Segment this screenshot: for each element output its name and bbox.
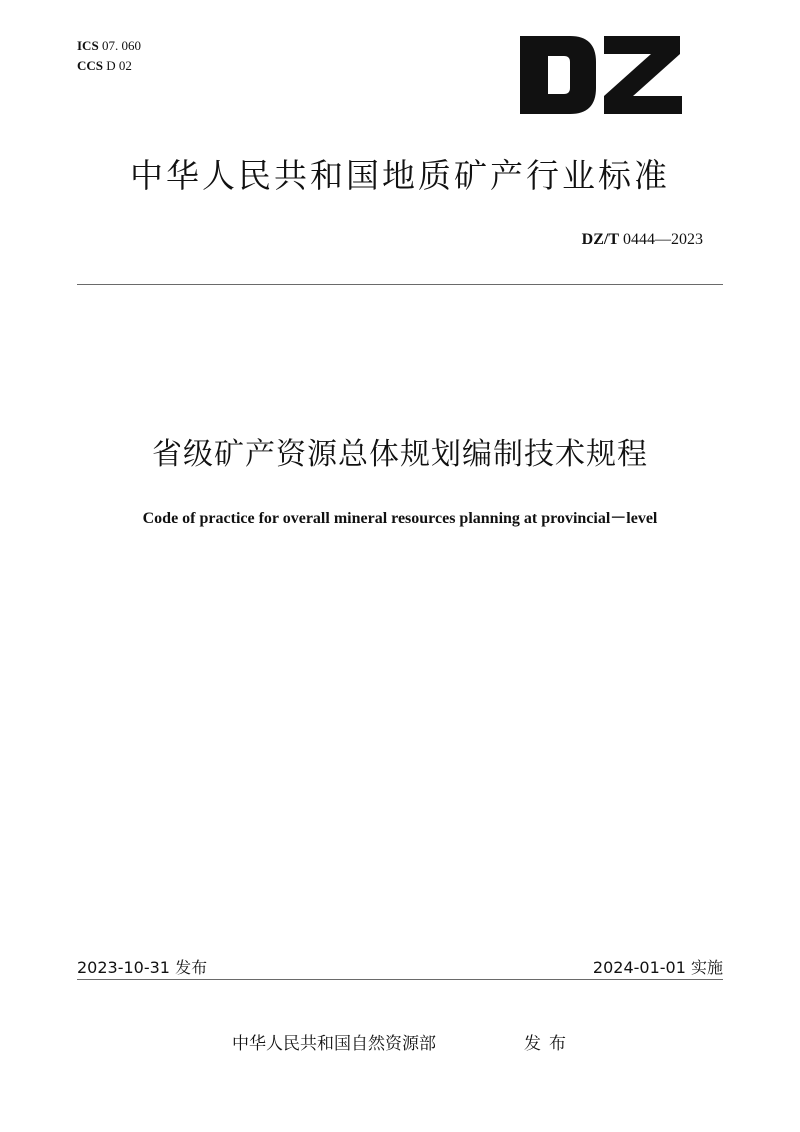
industry-standard-title: 中华人民共和国地质矿产行业标准 <box>130 156 670 195</box>
publisher-name: 中华人民共和国自然资源部 <box>232 1034 436 1054</box>
ccs-code <box>77 58 132 74</box>
document-title-english: Code of practice for overall mineral resources planning at provincial－level <box>142 510 658 527</box>
ics-value: 07. 060 <box>101 38 141 53</box>
implementation-date: 2024-01-01 实施 <box>592 958 723 977</box>
dz-logo <box>520 36 682 114</box>
top-divider <box>77 284 723 285</box>
ccs-prefix: CCS <box>77 58 104 73</box>
standard-number-value: 0444—2023 <box>623 231 703 248</box>
publish-action: 发布 <box>524 1034 574 1054</box>
ics-prefix: ICS <box>77 38 99 53</box>
standard-number-prefix: DZ/T <box>581 231 619 248</box>
document-title-chinese: 省级矿产资源总体规划编制技术规程 <box>152 437 648 472</box>
issue-date: 2023-10-31 发布 <box>77 958 208 977</box>
ics-code <box>77 38 141 54</box>
bottom-divider <box>77 979 723 980</box>
standard-number <box>582 229 703 251</box>
ccs-value: D 02 <box>106 58 132 73</box>
